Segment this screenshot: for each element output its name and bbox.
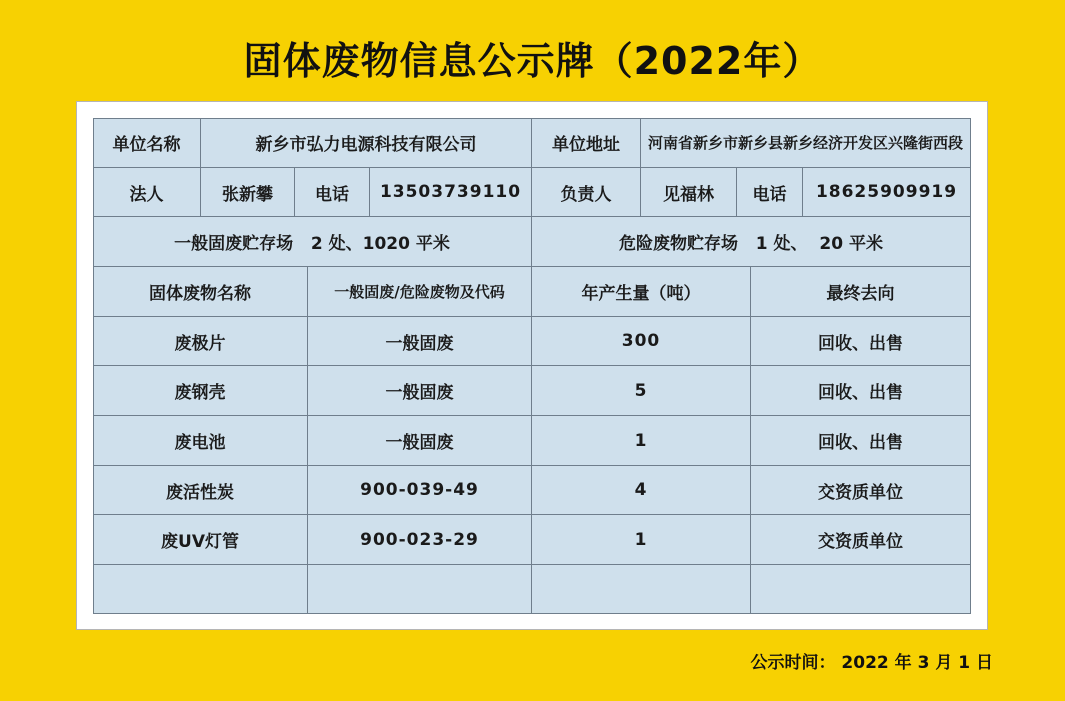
phone-label-1: 电话	[295, 168, 370, 217]
unit-name-label: 单位名称	[93, 118, 201, 168]
column-header-waste-type-code: 一般固废/危险废物及代码	[308, 267, 532, 317]
hazardous-storage	[532, 217, 971, 267]
table-cell-amount: 300	[532, 317, 751, 366]
unit-address: 河南省新乡市新乡县新乡经济开发区兴隆街西段	[641, 118, 971, 168]
sign-panel	[76, 101, 988, 630]
table-cell-waste-name: 废极片	[93, 317, 308, 366]
table-cell-destination: 回收、出售	[751, 366, 971, 416]
table-cell-destination: 回收、出售	[751, 317, 971, 366]
table-cell-waste-code: 900-023-29	[308, 515, 532, 565]
table-cell-amount: 1	[532, 515, 751, 565]
responsible-person: 见福林	[641, 168, 737, 217]
table-cell-destination: 交资质单位	[751, 466, 971, 515]
table-cell-empty	[93, 565, 308, 614]
table-cell-amount: 1	[532, 416, 751, 466]
unit-address-label: 单位地址	[532, 118, 641, 168]
publish-time: 公示时间： 2022 年 3 月 1 日	[750, 653, 993, 673]
phone-label-2: 电话	[737, 168, 803, 217]
table-cell-waste-type: 一般固废	[308, 317, 532, 366]
table-cell-waste-name: 废活性炭	[93, 466, 308, 515]
table-cell-empty	[532, 565, 751, 614]
table-cell-destination: 回收、出售	[751, 416, 971, 466]
table-cell-waste-name: 废UV灯管	[93, 515, 308, 565]
column-header-waste-name: 固体废物名称	[93, 267, 308, 317]
table-cell-waste-name: 废钢壳	[93, 366, 308, 416]
table-cell-destination: 交资质单位	[751, 515, 971, 565]
table-cell-amount: 5	[532, 366, 751, 416]
responsible-label: 负责人	[532, 168, 641, 217]
column-header-annual-amount: 年产生量（吨）	[532, 267, 751, 317]
sign-title: 固体废物信息公示牌（2022年）	[243, 39, 822, 83]
info-table	[93, 118, 971, 614]
hazardous-storage-label: 危险废物贮存场	[619, 234, 739, 254]
legal-person: 张新攀	[201, 168, 295, 217]
table-cell-empty	[308, 565, 532, 614]
legal-person-label: 法人	[93, 168, 201, 217]
phone-2: 18625909919	[803, 168, 971, 217]
table-cell-amount: 4	[532, 466, 751, 515]
unit-name: 新乡市弘力电源科技有限公司	[201, 118, 532, 168]
general-storage-value: 2 处、1020 平米	[310, 234, 450, 254]
general-storage-label: 一般固废贮存场	[174, 234, 294, 254]
table-cell-waste-name: 废电池	[93, 416, 308, 466]
hazardous-storage-value: 1 处、 20 平米	[755, 234, 883, 254]
general-storage	[93, 217, 532, 267]
table-cell-waste-type: 一般固废	[308, 416, 532, 466]
table-cell-waste-type: 一般固废	[308, 366, 532, 416]
table-cell-empty	[751, 565, 971, 614]
table-cell-waste-code: 900-039-49	[308, 466, 532, 515]
phone-1: 13503739110	[370, 168, 532, 217]
column-header-destination: 最终去向	[751, 267, 971, 317]
